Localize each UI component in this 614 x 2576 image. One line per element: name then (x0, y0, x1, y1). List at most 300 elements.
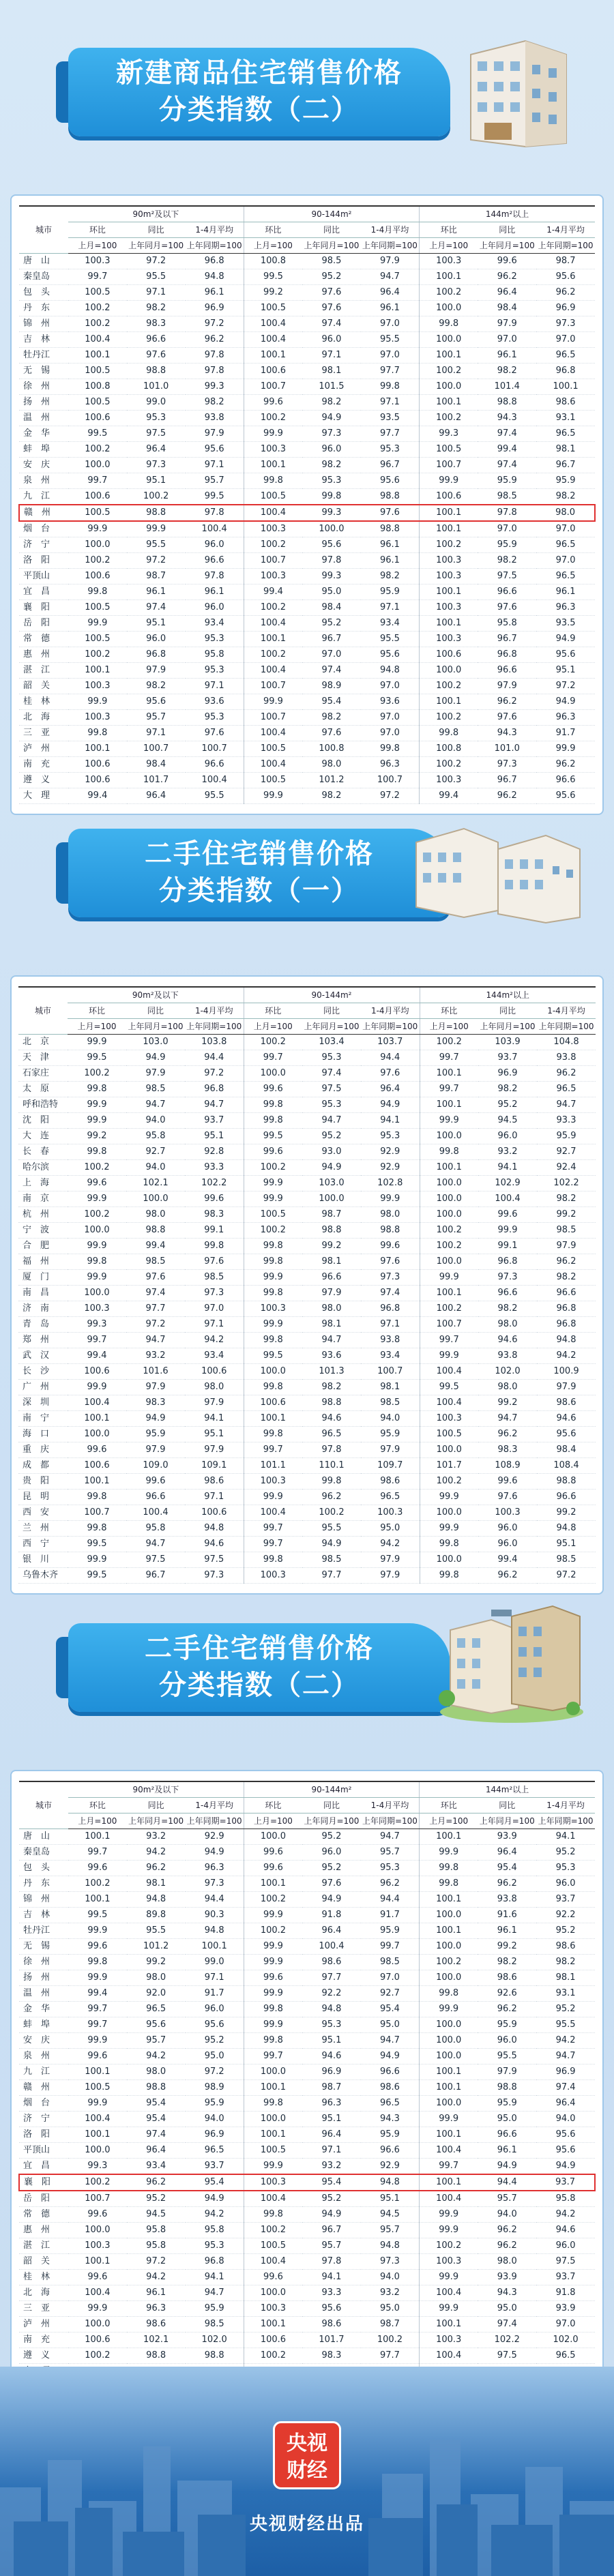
city-name-cell: 哈尔滨 (18, 1160, 68, 1176)
index-value-cell: 100.1 (68, 741, 127, 757)
city-name-cell: 赣 州 (19, 2080, 68, 2096)
city-name-cell: 泸 州 (19, 741, 68, 757)
index-value-cell: 94.7 (185, 1097, 244, 1113)
index-value-cell: 95.2 (302, 1829, 361, 1845)
index-value-cell: 96.0 (478, 2033, 536, 2049)
index-value-cell: 94.4 (361, 1892, 420, 1908)
header-base-avg: 上年同期=100 (536, 238, 595, 254)
index-value-cell: 94.9 (478, 2159, 536, 2175)
index-value-cell: 98.1 (302, 1317, 361, 1333)
index-value-cell: 97.5 (478, 2348, 536, 2364)
city-name-cell: 惠 州 (19, 2223, 68, 2238)
table-row (19, 2301, 595, 2317)
index-value-cell: 97.4 (302, 1066, 361, 1082)
index-value-cell: 100.1 (68, 1829, 127, 1845)
index-value-cell: 95.2 (302, 1129, 361, 1144)
table-row (18, 1050, 596, 1066)
index-value-cell: 99.7 (244, 1537, 302, 1552)
index-value-cell: 97.3 (536, 316, 595, 332)
index-value-cell: 98.0 (127, 2064, 186, 2080)
table-row (19, 2207, 595, 2223)
city-name-cell: 蚌 埠 (19, 442, 68, 458)
index-value-cell: 100.7 (361, 773, 420, 788)
index-value-cell: 99.3 (68, 1317, 126, 1333)
index-value-cell: 102.1 (127, 2333, 186, 2348)
index-value-cell: 94.9 (536, 694, 595, 710)
table-row (19, 1986, 595, 2002)
index-value-cell: 98.1 (127, 1876, 186, 1892)
city-name-cell: 丹 东 (19, 301, 68, 316)
index-value-cell: 96.2 (478, 1876, 536, 1892)
index-value-cell: 94.9 (302, 411, 361, 426)
index-value-cell: 94.1 (478, 1160, 537, 1176)
header-avg: 1-4月平均 (361, 1798, 420, 1813)
index-value-cell: 100.9 (537, 1364, 596, 1380)
index-value-cell: 97.0 (361, 710, 420, 726)
index-value-cell: 95.9 (478, 537, 536, 553)
index-value-cell: 99.2 (244, 285, 302, 301)
city-name-cell: 包 头 (19, 1861, 68, 1876)
index-value-cell: 99.8 (244, 473, 302, 489)
index-value-cell: 100.3 (68, 679, 127, 694)
index-value-cell: 100.1 (420, 1097, 478, 1113)
index-value-cell: 100.0 (244, 2064, 302, 2080)
index-value-cell: 97.5 (127, 426, 186, 442)
index-value-cell: 97.2 (537, 1568, 596, 1584)
table-row (19, 316, 595, 332)
city-name-cell: 包 头 (19, 285, 68, 301)
table-row (19, 458, 595, 473)
index-value-cell: 100.2 (127, 489, 186, 505)
index-value-cell: 100.1 (244, 1876, 302, 1892)
city-name-cell: 太 原 (18, 1082, 68, 1097)
city-name-cell: 锦 州 (19, 1892, 68, 1908)
index-value-cell: 95.0 (361, 1521, 420, 1537)
index-value-cell: 98.6 (536, 395, 595, 411)
index-value-cell: 100.0 (244, 1829, 302, 1845)
index-value-cell: 94.7 (361, 2033, 420, 2049)
index-value-cell: 99.9 (478, 1223, 537, 1239)
index-value-cell: 100.6 (420, 489, 478, 505)
city-name-cell: 北 海 (19, 2285, 68, 2301)
index-value-cell: 94.0 (361, 1411, 420, 1427)
table-row (18, 1113, 596, 1129)
table-row (19, 694, 595, 710)
index-value-cell: 95.8 (126, 1129, 185, 1144)
index-value-cell: 100.3 (361, 1505, 420, 1521)
index-value-cell: 99.7 (420, 1082, 478, 1097)
header-group-large: 144m²以上 (420, 987, 596, 1003)
index-value-cell: 94.2 (127, 1845, 186, 1861)
index-value-cell: 96.5 (536, 569, 595, 584)
index-value-cell: 100.4 (244, 316, 302, 332)
table-row (18, 1537, 596, 1552)
header-hb: 环比 (420, 1003, 478, 1019)
index-value-cell: 97.9 (302, 1286, 361, 1301)
city-name-cell: 湛 江 (19, 2238, 68, 2254)
index-value-cell: 100.4 (126, 1505, 185, 1521)
index-value-cell: 97.3 (361, 2254, 420, 2270)
section2-table (18, 986, 596, 1584)
city-name-cell: 惠 州 (19, 647, 68, 663)
index-value-cell: 93.6 (302, 1348, 361, 1364)
index-value-cell: 99.1 (185, 1223, 244, 1239)
index-value-cell: 99.9 (244, 1176, 302, 1191)
index-value-cell: 94.4 (185, 1050, 244, 1066)
index-value-cell: 99.7 (68, 2002, 127, 2017)
index-value-cell: 99.9 (68, 521, 127, 537)
header-hb: 环比 (244, 1798, 302, 1813)
index-value-cell: 96.8 (185, 1082, 244, 1097)
index-value-cell: 97.4 (536, 2080, 595, 2096)
index-value-cell: 99.4 (478, 1552, 537, 1568)
index-value-cell: 100.1 (68, 2064, 127, 2080)
index-value-cell: 100.0 (68, 458, 127, 473)
index-value-cell: 93.2 (127, 1829, 186, 1845)
city-name-cell: 福 州 (18, 1254, 68, 1270)
index-value-cell: 96.1 (361, 553, 420, 569)
table-row (19, 1939, 595, 1955)
index-value-cell: 96.0 (478, 1521, 537, 1537)
header-base-avg: 上年同期=100 (186, 1813, 244, 1829)
index-value-cell: 100.6 (68, 569, 127, 584)
section2-table-card (10, 975, 604, 1595)
index-value-cell: 100.7 (244, 679, 302, 694)
index-value-cell: 103.4 (302, 1035, 361, 1050)
index-value-cell: 98.0 (536, 505, 595, 521)
index-value-cell: 100.2 (420, 411, 478, 426)
index-value-cell: 98.2 (361, 569, 420, 584)
index-value-cell: 100.5 (420, 442, 478, 458)
index-value-cell: 95.4 (302, 694, 361, 710)
index-value-cell: 94.0 (536, 2112, 595, 2127)
table-row (19, 2143, 595, 2159)
city-name-cell: 南 充 (19, 2333, 68, 2348)
index-value-cell: 99.7 (420, 2159, 478, 2175)
city-name-cell: 郑 州 (18, 1333, 68, 1348)
header-tb: 同比 (478, 222, 536, 238)
row-houses-illustration-icon (409, 815, 587, 924)
header-base-tb: 上年同月=100 (302, 1019, 361, 1035)
index-value-cell: 93.1 (536, 1986, 595, 2002)
city-name-cell: 兰 州 (18, 1521, 68, 1537)
index-value-cell: 95.6 (536, 269, 595, 285)
index-value-cell: 100.2 (420, 1955, 478, 1970)
index-value-cell: 91.6 (478, 1908, 536, 1923)
index-value-cell: 95.4 (127, 2096, 186, 2112)
index-value-cell: 97.7 (302, 1970, 361, 1986)
index-value-cell: 97.6 (185, 1254, 244, 1270)
index-value-cell: 99.5 (244, 1129, 302, 1144)
index-value-cell: 97.3 (478, 757, 536, 773)
index-value-cell: 99.3 (186, 379, 244, 395)
table-row (19, 726, 595, 741)
cctv-finance-logo (273, 2421, 341, 2489)
index-value-cell: 96.4 (302, 2127, 361, 2143)
index-value-cell: 96.2 (537, 1066, 596, 1082)
index-value-cell: 98.2 (537, 1191, 596, 1207)
table-row (18, 1144, 596, 1160)
header-city: 城市 (19, 206, 68, 254)
table-row (18, 1286, 596, 1301)
index-value-cell: 93.2 (302, 2159, 361, 2175)
index-value-cell: 98.3 (127, 316, 186, 332)
index-value-cell: 96.1 (478, 348, 536, 364)
index-value-cell: 98.5 (302, 254, 361, 269)
index-value-cell: 95.6 (302, 2301, 361, 2317)
city-name-cell: 安 庆 (19, 458, 68, 473)
index-value-cell: 99.8 (361, 741, 420, 757)
header-base-tb: 上年同月=100 (127, 1813, 186, 1829)
index-value-cell: 99.9 (244, 694, 302, 710)
city-name-cell: 银 川 (18, 1552, 68, 1568)
index-value-cell: 97.3 (478, 1270, 537, 1286)
index-value-cell: 96.7 (478, 773, 536, 788)
index-value-cell: 98.8 (361, 521, 420, 537)
index-value-cell: 94.3 (361, 2112, 420, 2127)
city-name-cell: 无 锡 (19, 364, 68, 379)
index-value-cell: 100.0 (420, 1970, 478, 1986)
index-value-cell: 96.0 (302, 332, 361, 348)
index-value-cell: 97.0 (361, 726, 420, 741)
index-value-cell: 93.4 (127, 2159, 186, 2175)
index-value-cell: 99.0 (127, 395, 186, 411)
index-value-cell: 94.1 (536, 1829, 595, 1845)
index-value-cell: 96.0 (478, 1537, 537, 1552)
index-value-cell: 99.9 (127, 521, 186, 537)
section1-banner (27, 14, 587, 150)
index-value-cell: 103.9 (478, 1035, 537, 1050)
table-row (19, 2159, 595, 2175)
index-value-cell: 100.3 (478, 1505, 537, 1521)
apartment-blocks-illustration-icon (437, 1596, 587, 1726)
index-value-cell: 100.2 (361, 2333, 420, 2348)
index-value-cell: 97.4 (126, 1286, 185, 1301)
index-value-cell: 98.2 (302, 458, 361, 473)
index-value-cell: 99.5 (68, 1908, 127, 1923)
index-value-cell: 99.6 (68, 2270, 127, 2285)
index-value-cell: 99.7 (420, 1050, 478, 1066)
index-value-cell: 97.0 (536, 521, 595, 537)
index-value-cell: 94.9 (302, 2207, 361, 2223)
index-value-cell: 100.2 (244, 1035, 302, 1050)
index-value-cell: 96.6 (537, 1286, 596, 1301)
index-value-cell: 100.1 (420, 616, 478, 632)
index-value-cell: 95.0 (302, 584, 361, 600)
index-value-cell: 97.0 (478, 521, 536, 537)
city-name-cell: 杭 州 (18, 1207, 68, 1223)
index-value-cell: 99.6 (68, 2049, 127, 2064)
index-value-cell: 99.7 (244, 2049, 302, 2064)
index-value-cell: 100.1 (420, 2127, 478, 2143)
index-value-cell: 95.9 (361, 2127, 420, 2143)
header-group-mid: 90-144m² (244, 987, 420, 1003)
city-name-cell: 九 江 (19, 489, 68, 505)
header-base-hb: 上月=100 (420, 238, 478, 254)
index-value-cell: 99.9 (420, 2002, 478, 2017)
index-value-cell: 98.2 (536, 489, 595, 505)
table-row (19, 2064, 595, 2080)
index-value-cell: 94.0 (126, 1160, 185, 1176)
index-value-cell: 99.5 (244, 269, 302, 285)
index-value-cell: 98.3 (185, 1207, 244, 1223)
index-value-cell: 94.7 (186, 2285, 244, 2301)
index-value-cell: 93.7 (536, 2270, 595, 2285)
index-value-cell: 98.6 (302, 1955, 361, 1970)
index-value-cell: 95.2 (302, 2191, 361, 2207)
index-value-cell: 100.7 (127, 741, 186, 757)
index-value-cell: 95.3 (361, 1861, 420, 1876)
index-value-cell: 99.8 (244, 1427, 302, 1442)
index-value-cell: 95.0 (478, 2301, 536, 2317)
header-hb: 环比 (420, 1798, 478, 1813)
index-value-cell: 95.3 (186, 632, 244, 647)
index-value-cell: 97.6 (361, 505, 420, 521)
index-value-cell: 99.9 (244, 2159, 302, 2175)
city-name-cell: 蚌 埠 (19, 2017, 68, 2033)
header-avg: 1-4月平均 (536, 1798, 595, 1813)
index-value-cell: 100.0 (68, 1427, 126, 1442)
table-row (18, 1348, 596, 1364)
index-value-cell: 92.7 (361, 1986, 420, 2002)
index-value-cell: 95.6 (127, 694, 186, 710)
city-name-cell: 扬 州 (19, 395, 68, 411)
index-value-cell: 95.8 (127, 2223, 186, 2238)
index-value-cell: 96.4 (127, 442, 186, 458)
index-value-cell: 98.3 (478, 1442, 537, 1458)
city-name-cell: 重 庆 (18, 1442, 68, 1458)
index-value-cell: 96.2 (478, 2002, 536, 2017)
header-tb: 同比 (478, 1003, 537, 1019)
index-value-cell: 93.8 (478, 1348, 537, 1364)
index-value-cell: 100.7 (420, 458, 478, 473)
table-row (18, 1129, 596, 1144)
index-value-cell: 100.4 (420, 2143, 478, 2159)
index-value-cell: 100.1 (68, 1411, 126, 1427)
index-value-cell: 98.8 (126, 1223, 185, 1239)
index-value-cell: 97.9 (537, 1380, 596, 1395)
city-name-cell: 宜 昌 (19, 2159, 68, 2175)
index-value-cell: 98.6 (302, 2317, 361, 2333)
index-value-cell: 100.2 (420, 757, 478, 773)
index-value-cell: 97.3 (302, 426, 361, 442)
index-value-cell: 95.0 (361, 2301, 420, 2317)
city-name-cell: 洛 阳 (19, 553, 68, 569)
index-value-cell: 98.2 (186, 395, 244, 411)
index-value-cell: 97.9 (361, 1442, 420, 1458)
index-value-cell: 99.9 (68, 1239, 126, 1254)
city-name-cell: 秦皇岛 (19, 1845, 68, 1861)
city-name-cell: 宁 波 (18, 1223, 68, 1239)
index-value-cell: 97.1 (361, 600, 420, 616)
header-avg: 1-4月平均 (537, 1003, 596, 1019)
city-name-cell: 昆 明 (18, 1490, 68, 1505)
table-row (19, 1955, 595, 1970)
index-value-cell: 100.8 (420, 741, 478, 757)
index-value-cell: 99.6 (244, 1082, 302, 1097)
index-value-cell: 100.6 (68, 1458, 126, 1474)
index-value-cell: 95.6 (361, 647, 420, 663)
index-value-cell: 99.5 (244, 1348, 302, 1364)
index-value-cell: 97.3 (185, 1568, 244, 1584)
city-name-cell: 徐 州 (19, 379, 68, 395)
index-value-cell: 100.0 (420, 2096, 478, 2112)
index-value-cell: 95.5 (302, 1521, 361, 1537)
index-value-cell: 103.0 (126, 1035, 185, 1050)
index-value-cell: 92.9 (361, 1160, 420, 1176)
index-value-cell: 99.8 (68, 1144, 126, 1160)
index-value-cell: 98.6 (185, 1474, 244, 1490)
index-value-cell: 93.9 (536, 2301, 595, 2317)
header-base-avg: 上年同期=100 (537, 1019, 596, 1035)
index-value-cell: 92.2 (536, 1908, 595, 1923)
index-value-cell: 94.8 (186, 269, 244, 285)
index-value-cell: 94.7 (361, 1829, 420, 1845)
index-value-cell: 100.0 (420, 2049, 478, 2064)
index-value-cell: 94.3 (478, 2285, 536, 2301)
index-value-cell: 100.0 (420, 332, 478, 348)
index-value-cell: 100.1 (68, 663, 127, 679)
index-value-cell: 94.2 (537, 1348, 596, 1364)
index-value-cell: 100.6 (68, 2333, 127, 2348)
city-name-cell: 常 德 (19, 2207, 68, 2223)
index-value-cell: 99.8 (420, 1876, 478, 1892)
table-row (19, 2254, 595, 2270)
index-value-cell: 93.4 (361, 1348, 420, 1364)
index-value-cell: 100.3 (420, 569, 478, 584)
index-value-cell: 102.1 (126, 1176, 185, 1191)
index-value-cell: 97.4 (302, 663, 361, 679)
city-name-cell: 常 德 (19, 632, 68, 647)
index-value-cell: 97.4 (478, 426, 536, 442)
index-value-cell: 94.8 (185, 1521, 244, 1537)
index-value-cell: 99.8 (68, 1082, 126, 1097)
index-value-cell: 94.9 (126, 1050, 185, 1066)
city-name-cell: 青 岛 (18, 1317, 68, 1333)
index-value-cell: 95.7 (127, 2033, 186, 2049)
index-value-cell: 100.2 (420, 1223, 478, 1239)
city-name-cell: 合 肥 (18, 1239, 68, 1254)
index-value-cell: 98.0 (478, 1380, 537, 1395)
index-value-cell: 100.5 (68, 395, 127, 411)
index-value-cell: 99.6 (68, 2207, 127, 2223)
index-value-cell: 99.5 (68, 1568, 126, 1584)
table-row (19, 1845, 595, 1861)
table-row (18, 1035, 596, 1050)
highlighted-table-row (19, 505, 595, 521)
header-city: 城市 (18, 987, 68, 1035)
index-value-cell: 100.6 (244, 2333, 302, 2348)
index-value-cell: 100.7 (244, 553, 302, 569)
index-value-cell: 100.0 (244, 2285, 302, 2301)
index-value-cell: 100.0 (420, 1129, 478, 1144)
index-value-cell: 99.8 (420, 1861, 478, 1876)
index-value-cell: 96.5 (536, 348, 595, 364)
city-name-cell: 韶 关 (19, 679, 68, 694)
index-value-cell: 96.6 (361, 2143, 420, 2159)
index-value-cell: 98.2 (478, 553, 536, 569)
index-value-cell: 101.7 (127, 773, 186, 788)
header-group-small: 90m²及以下 (68, 206, 244, 222)
index-value-cell: 100.7 (244, 710, 302, 726)
header-base-hb: 上月=100 (68, 1813, 127, 1829)
table-row (19, 773, 595, 788)
index-value-cell: 100.0 (244, 2112, 302, 2127)
city-name-cell: 安 庆 (19, 2033, 68, 2049)
header-group-small: 90m²及以下 (68, 987, 244, 1003)
index-value-cell: 95.0 (361, 2017, 420, 2033)
city-name-cell: 锦 州 (19, 316, 68, 332)
